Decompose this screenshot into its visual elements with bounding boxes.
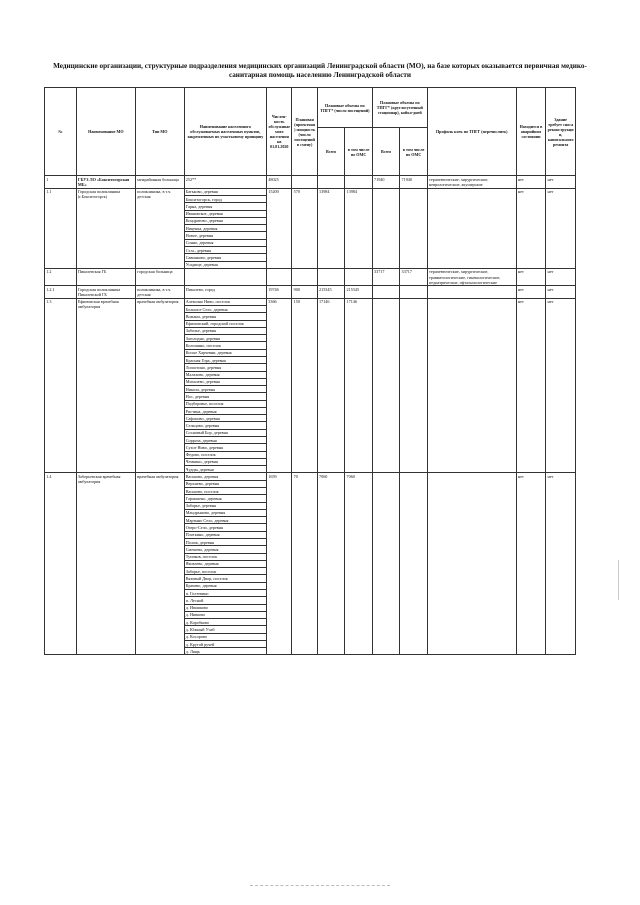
cell-profile xyxy=(427,188,516,268)
settlement-item: Лопастино, деревня xyxy=(185,364,267,371)
cell-ip-total xyxy=(372,298,400,473)
cell-profile xyxy=(427,473,516,655)
cell-name: Городская поликлиника Пикалевской ГБ xyxy=(76,286,135,298)
table-row xyxy=(45,286,576,298)
cell-settlements xyxy=(184,176,267,188)
cell-op-oms xyxy=(345,176,373,188)
settlement-item: Малахово, деревня xyxy=(185,371,267,378)
cell-type: межрайонная больница xyxy=(135,176,184,188)
settlement-item: Заголодно, деревня xyxy=(185,335,267,342)
settlement-item: Нос, деревня xyxy=(185,393,267,400)
settlement-item: Заболье, деревня xyxy=(185,327,267,334)
document-title: Медицинские организации, структурные подразделения медицинских организаций Ленинградской области (МО), на базе которых оказывается первичная медико-санитарная помощь населению Ленинградской области xyxy=(53,62,587,79)
settlement-item: Косые Харчевни, деревня xyxy=(185,349,267,356)
settlement-item: Чудцы, деревня xyxy=(185,466,214,472)
settlement-item: д. Нивково xyxy=(185,611,267,618)
cell-reconstruction: нет xyxy=(546,268,576,285)
cell-population: 15200 xyxy=(267,188,292,268)
settlement-item: Ивановское, деревня xyxy=(185,210,267,217)
header-num: № xyxy=(45,88,77,176)
settlement-item: Сельцово, деревня xyxy=(185,422,267,429)
cell-population xyxy=(267,268,292,285)
settlement-item: Ефимовский, городской поселок xyxy=(185,320,267,327)
header-ip-oms: в том числе по ОМС xyxy=(400,128,428,176)
settlement-item: д. Крутой ручей xyxy=(185,640,267,647)
settlement-item: д. Южный Учаб xyxy=(185,626,267,633)
scan-edge-mark xyxy=(618,560,619,600)
cell-emergency: нет xyxy=(516,176,546,188)
settlement-item: Сосновый Бор, деревня xyxy=(185,429,267,436)
settlement-item: Крачево, деревня xyxy=(185,582,267,589)
cell-name: Городская поликлиника (г.Бокситогорск) xyxy=(76,188,135,268)
header-name: Наименование МО xyxy=(76,88,135,176)
cell-population: 3366 xyxy=(267,298,292,473)
settlement-list xyxy=(185,189,267,268)
cell-op-oms: 215345 xyxy=(345,286,373,298)
cell-emergency: нет xyxy=(516,268,546,285)
cell-op-oms: 13984 xyxy=(345,188,373,268)
settlement-item: д. Коробково xyxy=(185,619,267,626)
cell-op-total: 215345 xyxy=(317,286,345,298)
settlement-item: Пикалево, город xyxy=(185,286,215,292)
settlement-item: Яковлево, деревня xyxy=(185,560,267,567)
settlement-item: Ристина, деревня xyxy=(185,407,267,414)
cell-op-oms: 7060 xyxy=(345,473,373,655)
settlement-item: Федово, поселок xyxy=(185,451,267,458)
settlement-item: Новое, деревня xyxy=(185,232,267,239)
cell-profile: терапевтические, хирургические, травматологические, гинекологические, педиатрические, офтальмологические xyxy=(427,268,516,285)
header-reconstruction: Здание требует сноса реконструкции, капитального ремонта xyxy=(546,88,576,176)
table-row xyxy=(45,298,576,473)
settlement-item: п. Голтевино xyxy=(185,589,267,596)
settlement-item: Батьково, деревня xyxy=(185,189,267,196)
settlement-list xyxy=(185,176,267,182)
cell-profile xyxy=(427,298,516,473)
table-row xyxy=(45,188,576,268)
settlement-item: Подборовье, поселок xyxy=(185,400,267,407)
cell-population: 1659 xyxy=(267,473,292,655)
cell-settlements xyxy=(184,473,267,655)
cell-ip-oms xyxy=(400,473,428,655)
table-body xyxy=(45,176,576,655)
settlement-item: Плоткино, деревня xyxy=(185,531,267,538)
settlement-item: Верхнево, деревня xyxy=(185,480,267,487)
cell-name: Ефимовская врачебная амбулатория xyxy=(76,298,135,473)
cell-settlements xyxy=(184,286,267,298)
table-row xyxy=(45,473,576,655)
settlement-item: Мандрыново, деревня xyxy=(185,509,267,516)
settlement-item xyxy=(185,269,267,270)
cell-num: 1.4 xyxy=(45,473,77,655)
header-capacity: Плановая (проектная) мощность (число посещений в смену) xyxy=(292,88,317,176)
cell-emergency: нет xyxy=(516,473,546,655)
cell-ip-total xyxy=(372,188,400,268)
settlement-item: Никола, деревня xyxy=(185,386,267,393)
settlement-item: Васьково, поселок xyxy=(185,488,267,495)
cell-emergency: нет xyxy=(516,286,546,298)
table-header xyxy=(45,88,576,176)
settlement-item: Усадище, деревня xyxy=(185,262,218,268)
settlement-item: Бокситогорск, город xyxy=(185,196,267,203)
settlement-item: Алексино Ниво, поселок xyxy=(185,299,267,306)
cell-op-total xyxy=(317,268,345,285)
cell-ip-total xyxy=(372,286,400,298)
settlement-item: Красная Гора, деревня xyxy=(185,356,267,363)
cell-population: 19746 xyxy=(267,286,292,298)
cell-reconstruction: нет xyxy=(546,176,576,188)
cell-capacity: 900 xyxy=(292,286,317,298)
cell-capacity: 570 xyxy=(292,188,317,268)
settlement-item: Большое Село, деревня xyxy=(185,305,267,312)
cell-ip-total: 71940 xyxy=(372,176,400,188)
cell-num: 1 xyxy=(45,176,77,188)
mo-table xyxy=(44,87,576,655)
settlement-item: д. Ивашково xyxy=(185,604,267,611)
cell-type: врачебная амбулатория xyxy=(135,473,184,655)
cell-capacity xyxy=(292,268,317,285)
header-outpatient: Плановые объемы по ТПГГ* (число посещений) xyxy=(317,88,372,128)
cell-num: 1.3 xyxy=(45,298,77,473)
settlement-item: Мартыно Село, деревня xyxy=(185,517,267,524)
cell-ip-oms xyxy=(400,298,428,473)
settlement-item: Сухое Ниво, деревня xyxy=(185,444,267,451)
cell-op-oms xyxy=(345,268,373,285)
settlement-item: Михалево, деревня xyxy=(185,378,267,385)
table-row xyxy=(45,268,576,285)
settlement-item: Смешево, деревня xyxy=(185,546,267,553)
settlement-item: Сафоново, деревня xyxy=(185,415,267,422)
cell-ip-oms: 33717 xyxy=(400,268,428,285)
settlement-item: Савинково, деревня xyxy=(185,254,267,261)
settlement-item: Сорроза, деревня xyxy=(185,437,267,444)
cell-op-oms: 17146 xyxy=(345,298,373,473)
settlement-list xyxy=(185,299,267,473)
header-type: Тип МО xyxy=(135,88,184,176)
cell-settlements xyxy=(184,268,267,285)
cell-num: 1.1 xyxy=(45,188,77,268)
header-op-oms: в том числе по ОМС xyxy=(345,128,373,176)
cell-type: поликлиника, в т.ч. детская xyxy=(135,188,184,268)
settlement-item: Гарна, деревня xyxy=(185,203,267,210)
cell-op-total: 13984 xyxy=(317,188,345,268)
cell-reconstruction: нет xyxy=(546,298,576,473)
cell-ip-oms xyxy=(400,286,428,298)
settlement-list xyxy=(185,473,267,654)
cell-profile xyxy=(427,286,516,298)
settlement-item: Колошино, поселок xyxy=(185,342,267,349)
cell-num: 1.2 xyxy=(45,268,77,285)
cell-name: Пикалевская ГБ xyxy=(76,268,135,285)
cell-type: врачебная амбулатория xyxy=(135,298,184,473)
cell-capacity xyxy=(292,176,317,188)
settlement-item: Тупиков, поселок xyxy=(185,553,267,560)
settlement-item: д. Лящь xyxy=(185,648,200,654)
header-population: Числен-ность обслуживаемого населения на 01.01.2020 xyxy=(267,88,292,176)
settlement-item: п. Лесной xyxy=(185,597,267,604)
table-row xyxy=(45,176,576,188)
cell-emergency: нет xyxy=(516,298,546,473)
settlement-item: 252** xyxy=(185,176,197,182)
cell-settlements xyxy=(184,188,267,268)
header-emergency: Находится в аварийном состоянии xyxy=(516,88,546,176)
settlement-item: Заборье, поселок xyxy=(185,568,267,575)
cell-ip-oms: 71940 xyxy=(400,176,428,188)
scan-mark xyxy=(250,885,390,887)
cell-reconstruction: нет xyxy=(546,473,576,655)
settlement-item: Кондратово, деревня xyxy=(185,217,267,224)
cell-capacity: 150 xyxy=(292,298,317,473)
settlement-item: Вожани, деревня xyxy=(185,313,267,320)
header-inpatient: Плановые объемы по ТПГГ* (круглосуточный стационар), койко-дней xyxy=(372,88,427,128)
cell-name: ГБУЗ ЛО «Бокситогорская МБ» xyxy=(76,176,135,188)
cell-type: городская больница xyxy=(135,268,184,285)
settlement-item: Ст.м., деревня xyxy=(185,247,267,254)
settlement-item: Вязовый Двор, поселок xyxy=(185,575,267,582)
cell-emergency: нет xyxy=(516,188,546,268)
header-profile: Профиль коек по ТПГГ (перечислить) xyxy=(427,88,516,176)
settlement-item: Гаракшено, деревня xyxy=(185,495,267,502)
header-settlements: Наименование населенного обслуживаемых населенных пунктов, закрепленных по участковому принципу xyxy=(184,88,267,176)
settlement-item: Озеро-Село, деревня xyxy=(185,524,267,531)
cell-ip-total: 33717 xyxy=(372,268,400,285)
cell-capacity: 70 xyxy=(292,473,317,655)
cell-num: 1.2.1 xyxy=(45,286,77,298)
cell-ip-oms xyxy=(400,188,428,268)
settlement-item: Полож, деревня xyxy=(185,538,267,545)
cell-name: Заборьевская врачебная амбулатория xyxy=(76,473,135,655)
header-op-total: Всего xyxy=(317,128,345,176)
settlement-item: Заборье, деревня xyxy=(185,502,267,509)
cell-op-total xyxy=(317,176,345,188)
settlement-item: Ниценка, деревня xyxy=(185,225,267,232)
cell-type: поликлиника, в т.ч. детская xyxy=(135,286,184,298)
cell-population: 48025 xyxy=(267,176,292,188)
settlement-item: Васьково, деревня xyxy=(185,473,267,480)
settlement-list xyxy=(185,269,267,270)
cell-ip-total xyxy=(372,473,400,655)
cell-reconstruction: нет xyxy=(546,286,576,298)
settlement-item: д. Косорово xyxy=(185,633,267,640)
cell-op-total: 17146 xyxy=(317,298,345,473)
cell-profile: терапевтические, хирургические, неврологические, акушерские xyxy=(427,176,516,188)
settlement-item: Чемкино, деревня xyxy=(185,458,267,465)
cell-op-total: 7060 xyxy=(317,473,345,655)
header-ip-total: Всего xyxy=(372,128,400,176)
cell-reconstruction: нет xyxy=(546,188,576,268)
settlement-list xyxy=(185,286,267,292)
cell-settlements xyxy=(184,298,267,473)
settlement-item: Сонно, деревня xyxy=(185,239,267,246)
